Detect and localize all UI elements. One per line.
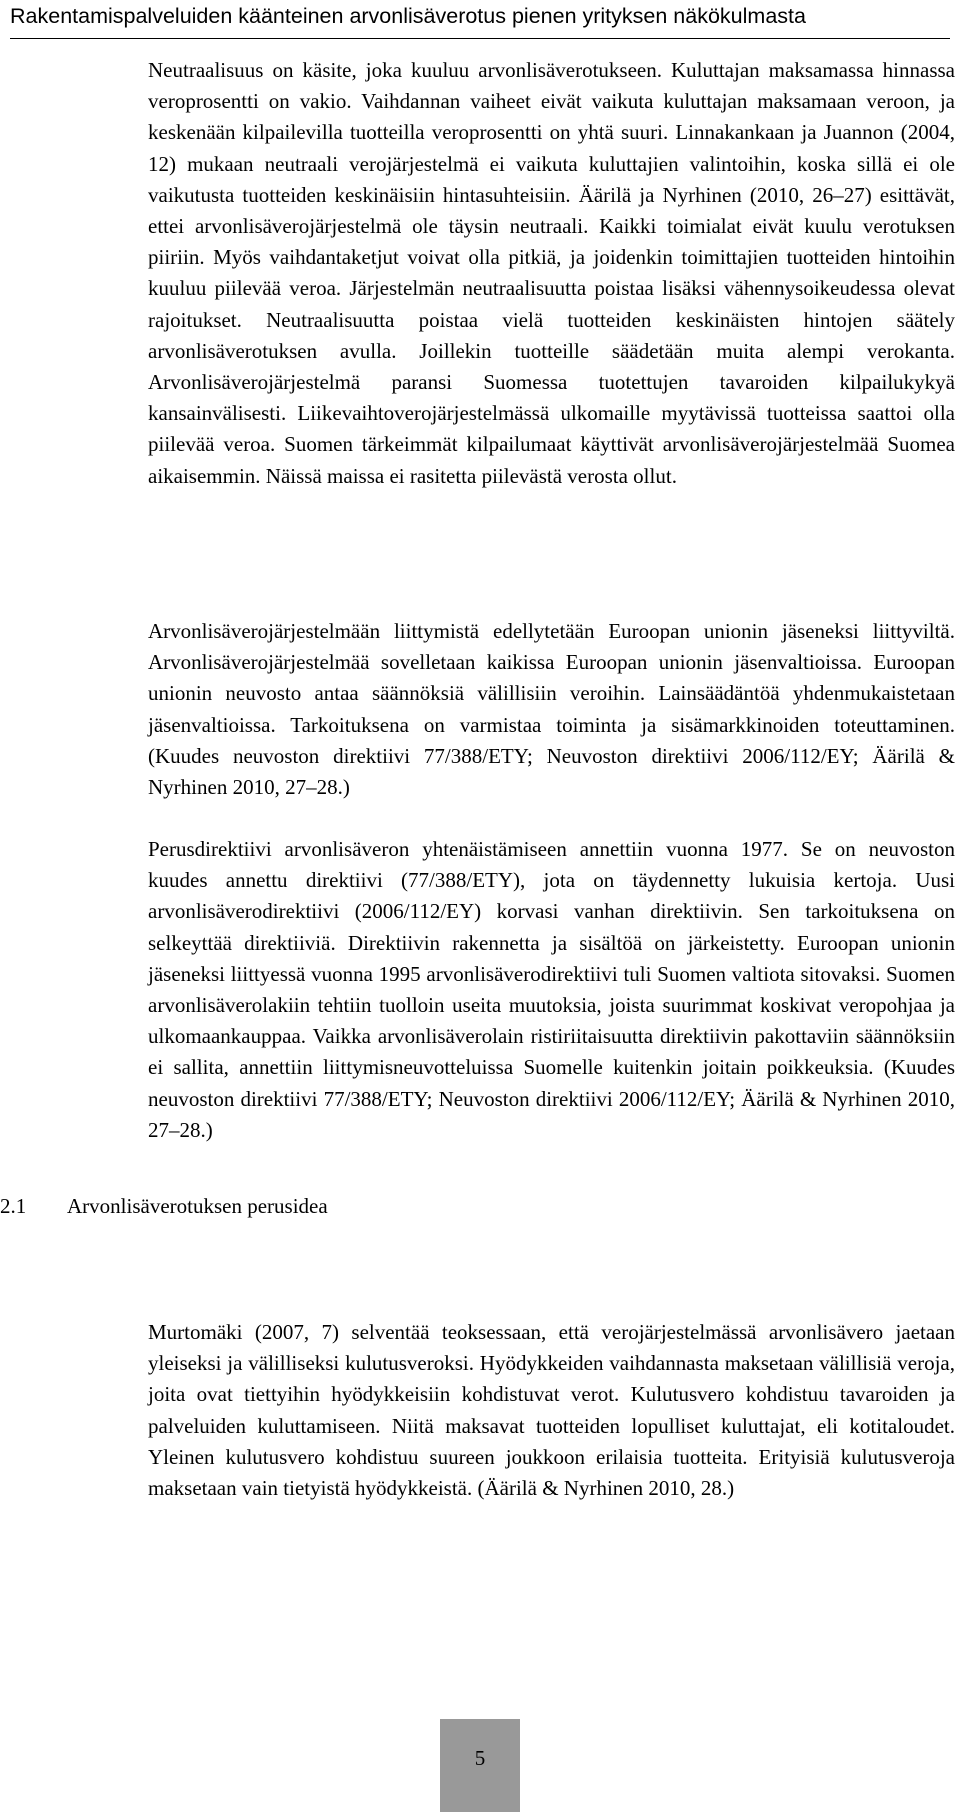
- paragraph-neutrality: Neutraalisuus on käsite, joka kuuluu arvonlisäverotukseen. Kuluttajan maksamassa hinnassa veroprosentti on vakio. Vaihdannan vaiheet eivät vaikuta kuluttajan maksamaan veroon, ja keskenään kilpailevilla tuotteilla veroprosentti on yhtä suuri. Linnakankaan ja Juannon (2004, 12) mukaan neutraali verojärjestelmä ei vaikuta kuluttajien valintoihin, koska sillä ei ole vaikutusta tuotteiden keskinäisiin hintasuhteisiin. Äärilä ja Nyrhinen (2010, 26–27) esittävät, ettei arvonlisäverojärjestelmä ole täysin neutraali. Kaikki toimialat eivät kuulu verotuksen piiriin. Myös vaihdantaketjut voivat olla pitkiä, ja joidenkin toimittajien tuotteiden hintoihin kuuluu piilevää veroa. Järjestelmän neutraalisuutta poistaa lisäksi vähennysoikeudessa olevat rajoitukset. Neutraalisuutta poistaa vielä tuotteiden keskinäisten hintojen säätely arvonlisäverotuksen avulla. Joillekin tuotteille säädetään muita alempi verokanta. Arvonlisäverojärjestelmä paransi Suomessa tuotettujen tavaroiden kilpailukykyä kansainvälisesti. Liikevaihtoverojärjestelmässä ulkomaille myytävissä tuotteissa saattoi olla piilevää veroa. Suomen tärkeimmät kilpailumaat käyttivät arvonlisäverojärjestelmää Suomea aikaisemmin. Näissä maissa ei rasitetta piilevästä verosta ollut.: [148, 58, 955, 488]
- header-rule: [10, 38, 950, 39]
- paragraph-basic-idea: Murtomäki (2007, 7) selventää teoksessaan, että verojärjestelmässä arvonlisävero jaetaan yleiseksi ja välilliseksi kulutusveroksi. Hyödykkeiden vaihdannasta maksetaan välillisiä veroja, joita ovat tiettyihin hyödykkeisiin kohdistuvat verot. Kulutusvero kohdistuu tavaroiden ja palveluiden kuluttamiseen. Niitä maksavat tuotteiden lopulliset kuluttajat, eli kotitaloudet. Yleinen kulutusvero kohdistuu suureen joukkoon erilaisia tuotteita. Erityisiä kulutusveroja maksetaan vain tietyistä hyödykkeistä. (Äärilä & Nyrhinen 2010, 28.): [148, 1320, 955, 1501]
- paragraph-eu-membership: Arvonlisäverojärjestelmään liittymistä edellytetään Euroopan unionin jäseneksi liittyviltä. Arvonlisäverojärjestelmää sovelletaan kaikissa Euroopan unionin jäsenvaltioissa. Euroopan unionin neuvosto antaa säännöksiä välillisiin veroihin. Lainsäädäntöä yhdenmukaistetaan jäsenvaltioissa. Tarkoituksena on varmistaa toiminta ja sisämarkkinoiden toteuttaminen. (Kuudes neuvoston direktiivi 77/388/ETY; Neuvoston direktiivi 2006/112/EY; Äärilä & Nyrhinen 2010, 27–28.): [148, 619, 955, 800]
- page-number: 5: [474, 1746, 486, 1770]
- section-title: Arvonlisäverotuksen perusidea: [67, 1194, 328, 1218]
- running-header: Rakentamispalveluiden käänteinen arvonlisäverotus pienen yrityksen näkökulmasta: [10, 4, 806, 28]
- page-number-box: [440, 1719, 520, 1812]
- paragraph-base-directive: Perusdirektiivi arvonlisäveron yhtenäistämiseen annettiin vuonna 1977. Se on neuvoston kuudes annettu direktiivi (77/388/ETY), jota on täydennetty lukuisia kertoja. Uusi arvonlisäverodirektiivi (2006/112/EY) korvasi vanhan direktiivin. Sen tarkoituksena on selkeyttää direktiiviä. Direktiivin rakennetta ja sisältöä on järkeistetty. Euroopan unionin jäseneksi liittyessä vuonna 1995 arvonlisäverodirektiivi tuli Suomen valtiota sitovaksi. Suomen arvonlisäverolakiin tehtiin tuolloin useita muutoksia, joista suurimmat koskivat veropohjaa ja ulkomaankauppaa. Vaikka arvonlisäverolain ristiriitaisuutta direktiivin pakottaviin säännöksiin ei sallita, annettiin liittymisneuvotteluissa Suomelle kuitenkin joitain poikkeuksia. (Kuudes neuvoston direktiivi 77/388/ETY; Neuvoston direktiivi 2006/112/EY; Äärilä & Nyrhinen 2010, 27–28.): [148, 837, 955, 1142]
- section-number: 2.1: [0, 1194, 27, 1218]
